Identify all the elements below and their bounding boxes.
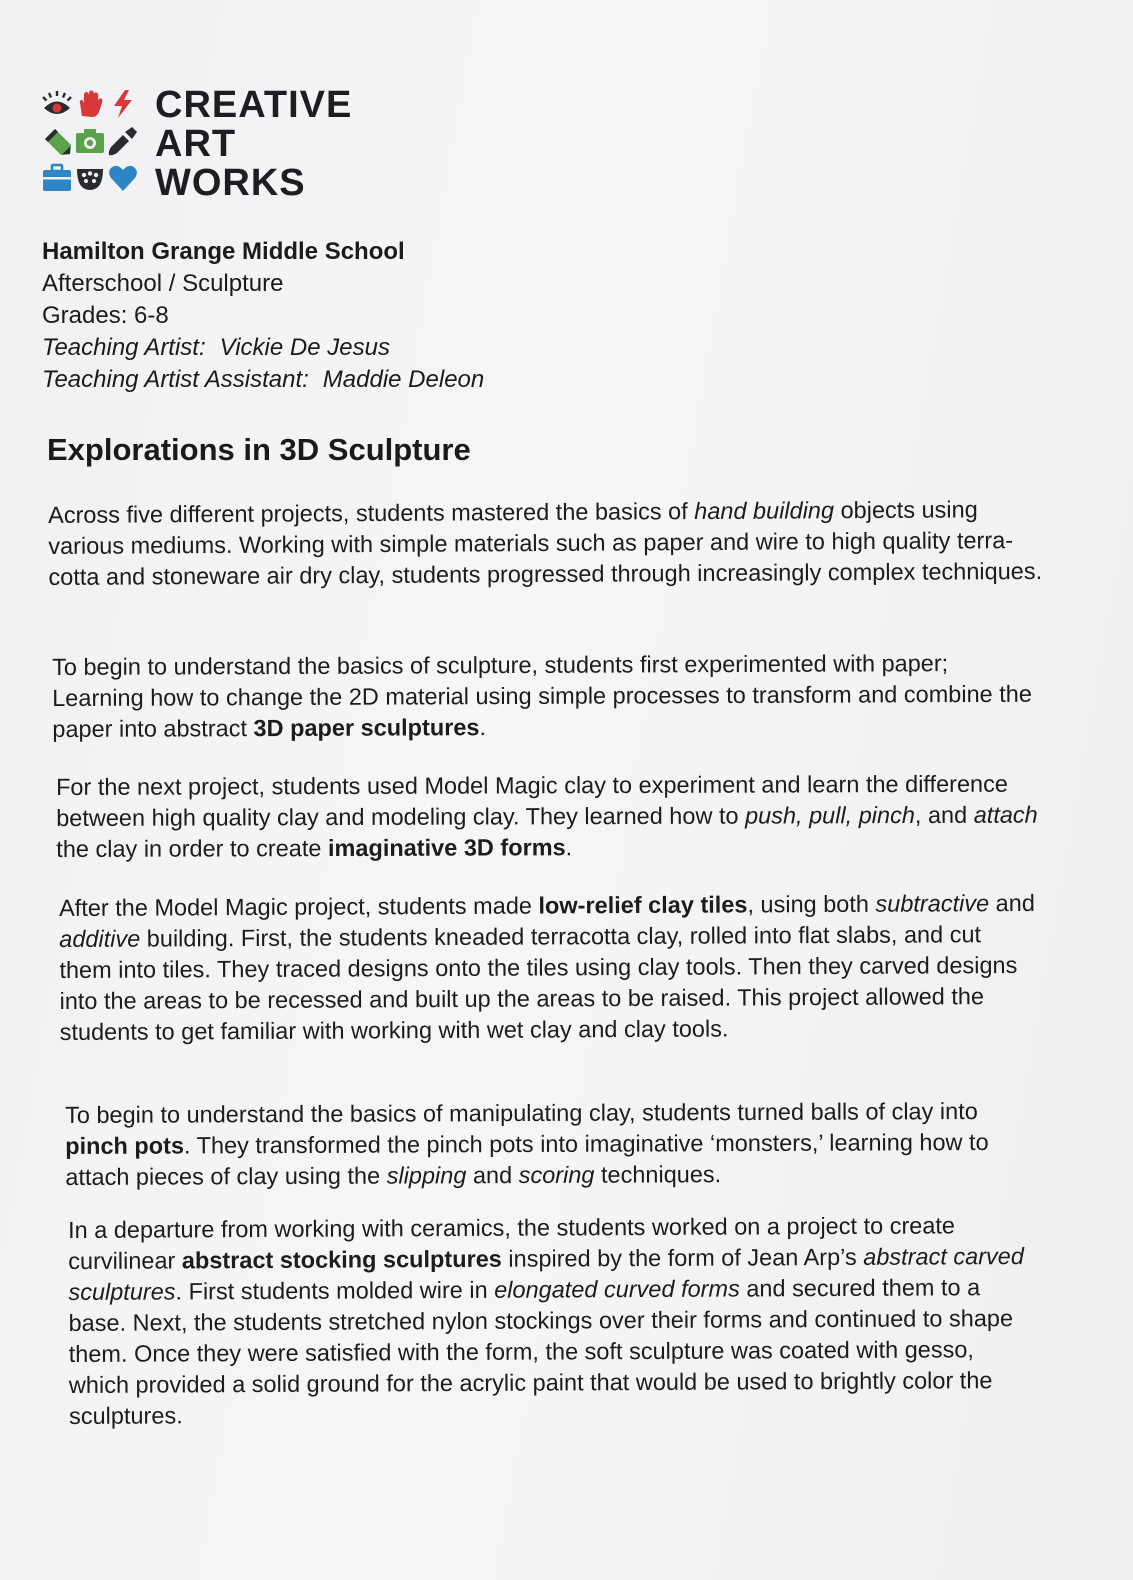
- school-info-block: [42, 236, 484, 396]
- paragraph-stocking-sculptures: In a departure from working with ceramics, the students worked on a project to create curvilinear abstract stocking sculptures inspired by the form of Jean Arp’s abstract carved sculptures. First students molded wire in elongated curved forms and secured them to a base. Next, the students stretched nylon stockings over their forms and continued to shape them. Once they were satisfied with the form, the soft sculpture was coated with gesso, which provided a solid ground for the acrylic paint that would be used to brightly color the sculptures.: [68, 1212, 1024, 1429]
- logo-wordmark: [155, 86, 352, 203]
- teaching-artist-name: Vickie De Jesus: [219, 334, 390, 361]
- logo-word-art: ART: [155, 123, 237, 165]
- logo-word-creative: CREATIVE: [155, 84, 353, 126]
- document-title: Explorations in 3D Sculpture: [47, 432, 471, 467]
- assistant-line: [42, 364, 484, 396]
- hand-icon: [75, 89, 105, 119]
- pencil-icon: [42, 126, 72, 156]
- logo-icon-grid: [42, 86, 139, 197]
- lightning-icon: [108, 89, 138, 119]
- program-name: Afterschool / Sculpture: [42, 270, 284, 297]
- grades: Grades: 6-8: [42, 302, 169, 329]
- paragraph-clay-tiles: After the Model Magic project, students made low-relief clay tiles, using both subtractive and additive building. First, the students kneaded terracotta clay, rolled into flat slabs, and cut them into tiles. They traced designs onto the tiles using clay tools. Then they carved designs into the areas to be recessed and built up the areas to be raised. This project allowed the students to get familiar with working with wet clay and clay tools.: [59, 889, 1035, 1045]
- paragraph-pinch-pots: To begin to understand the basics of manipulating clay, students turned balls of clay into pinch pots. They transformed the pinch pots into imaginative ‘monsters,’ learning how to attach pieces of clay using the slipping and scoring techniques.: [65, 1098, 989, 1190]
- palette-icon: [75, 163, 105, 193]
- heart-icon: [108, 163, 138, 193]
- creative-art-works-logo: [42, 86, 352, 203]
- paintbrush-icon: [108, 126, 138, 156]
- eye-icon: [42, 89, 72, 119]
- suitcase-icon: [42, 163, 72, 193]
- paragraph-model-magic: For the next project, students used Model Magic clay to experiment and learn the difference between high quality clay and modeling clay. They learned how to push, pull, pinch, and attach the clay in order to create imaginative 3D forms.: [56, 770, 1038, 862]
- school-name: Hamilton Grange Middle School: [42, 238, 405, 265]
- assistant-name: Maddie Deleon: [322, 366, 485, 393]
- camera-icon: [75, 126, 105, 156]
- assistant-label: Teaching Artist Assistant:: [42, 366, 309, 393]
- teaching-artist-label: Teaching Artist:: [42, 334, 206, 361]
- teaching-artist-line: [42, 332, 484, 364]
- logo-word-works: WORKS: [155, 162, 306, 204]
- paragraph-paper-sculptures: To begin to understand the basics of sculpture, students first experimented with paper; Learning how to change the 2D material using simple processes to transform and combine the paper into abstract 3D paper sculptures.: [52, 650, 1032, 742]
- paragraph-overview: Across five different projects, students mastered the basics of hand building objects using various mediums. Working with simple materials such as paper and wire to high quality terra-cotta and stoneware air dry clay, students progressed through increasingly complex techniques.: [48, 496, 1043, 590]
